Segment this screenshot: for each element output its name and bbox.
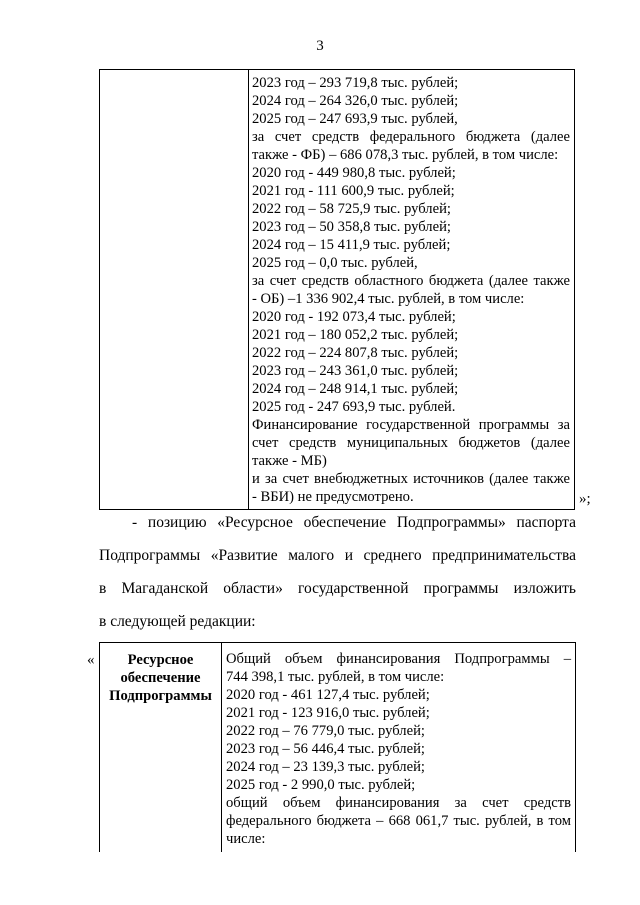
resource-provision-details	[226, 650, 571, 848]
paragraph-line: в Магаданской области» государственной программы изложить	[99, 580, 576, 597]
funding-table-continued	[99, 69, 575, 510]
table-line: Финансирование государственной программы за	[252, 417, 570, 433]
table-line: - ОБ) –1 336 902,4 тыс. рублей, в том числе:	[252, 291, 525, 307]
table-line: числе:	[226, 831, 266, 847]
table-line: за счет средств федерального бюджета (далее	[252, 129, 570, 145]
table-line: за счет средств областного бюджета (далее также	[252, 273, 570, 289]
table-line: 2020 год - 192 073,4 тыс. рублей;	[252, 309, 456, 325]
table-line: 2024 год – 15 411,9 тыс. рублей;	[252, 237, 451, 253]
table-line: 2025 год – 0,0 тыс. рублей,	[252, 255, 418, 271]
table-line: - ВБИ) не предусмотрено.	[252, 489, 414, 505]
table-line: федерального бюджета – 668 061,7 тыс. рублей, в том	[226, 813, 571, 829]
table-line: счет средств муниципальных бюджетов (далее	[252, 435, 570, 451]
table-line: 2025 год – 247 693,9 тыс. рублей,	[252, 111, 458, 127]
page-number: 3	[316, 38, 324, 54]
opening-quote: «	[87, 652, 95, 668]
amendment-paragraph	[99, 513, 576, 645]
table-line: 2021 год - 111 600,9 тыс. рублей;	[252, 183, 455, 199]
paragraph-line: - позицию «Ресурсное обеспечение Подпрограммы» паспорта	[132, 514, 576, 531]
label-line: обеспечение	[120, 670, 201, 686]
table-line: общий объем финансирования за счет средств	[226, 795, 571, 811]
table-column-divider	[221, 643, 222, 852]
label-line: Ресурсное	[127, 652, 194, 668]
table-line: 2021 год - 123 916,0 тыс. рублей;	[226, 705, 430, 721]
paragraph-line: Подпрограммы «Развитие малого и среднего предпринимательства	[99, 547, 576, 564]
table-line: также - ФБ) – 686 078,3 тыс. рублей, в том числе:	[252, 147, 559, 163]
table-line: 2022 год – 76 779,0 тыс. рублей;	[226, 723, 425, 739]
table-line: 2024 год – 248 914,1 тыс. рублей;	[252, 381, 459, 397]
table-line: 2022 год – 224 807,8 тыс. рублей;	[252, 345, 459, 361]
table-line: также - МБ)	[252, 453, 327, 469]
table-line: 2025 год - 2 990,0 тыс. рублей;	[226, 777, 416, 793]
table-line: Общий объем финансирования Подпрограммы –	[226, 651, 571, 667]
table-line: 2023 год – 56 446,4 тыс. рублей;	[226, 741, 425, 757]
resource-provision-label	[100, 651, 221, 705]
resource-provision-table	[99, 642, 576, 852]
closing-quote: »;	[579, 491, 591, 507]
paragraph-line: в следующей редакции:	[99, 613, 256, 630]
table-line: 744 398,1 тыс. рублей, в том числе:	[226, 669, 445, 685]
table-line: 2024 год – 23 139,3 тыс. рублей;	[226, 759, 425, 775]
table-line: 2024 год – 264 326,0 тыс. рублей;	[252, 93, 459, 109]
table-line: 2023 год – 293 719,8 тыс. рублей;	[252, 75, 459, 91]
table-line: 2023 год – 50 358,8 тыс. рублей;	[252, 219, 451, 235]
table-line: 2020 год - 461 127,4 тыс. рублей;	[226, 687, 430, 703]
table-line: 2022 год – 58 725,9 тыс. рублей;	[252, 201, 451, 217]
funding-details-cell	[252, 74, 570, 506]
table-line: 2021 год – 180 052,2 тыс. рублей;	[252, 327, 459, 343]
table-line: 2025 год - 247 693,9 тыс. рублей.	[252, 399, 456, 415]
table-line: 2023 год – 243 361,0 тыс. рублей;	[252, 363, 459, 379]
table-column-divider	[248, 70, 249, 509]
table-line: 2020 год - 449 980,8 тыс. рублей;	[252, 165, 456, 181]
table-line: и за счет внебюджетных источников (далее также	[252, 471, 570, 487]
label-line: Подпрограммы	[109, 688, 212, 704]
